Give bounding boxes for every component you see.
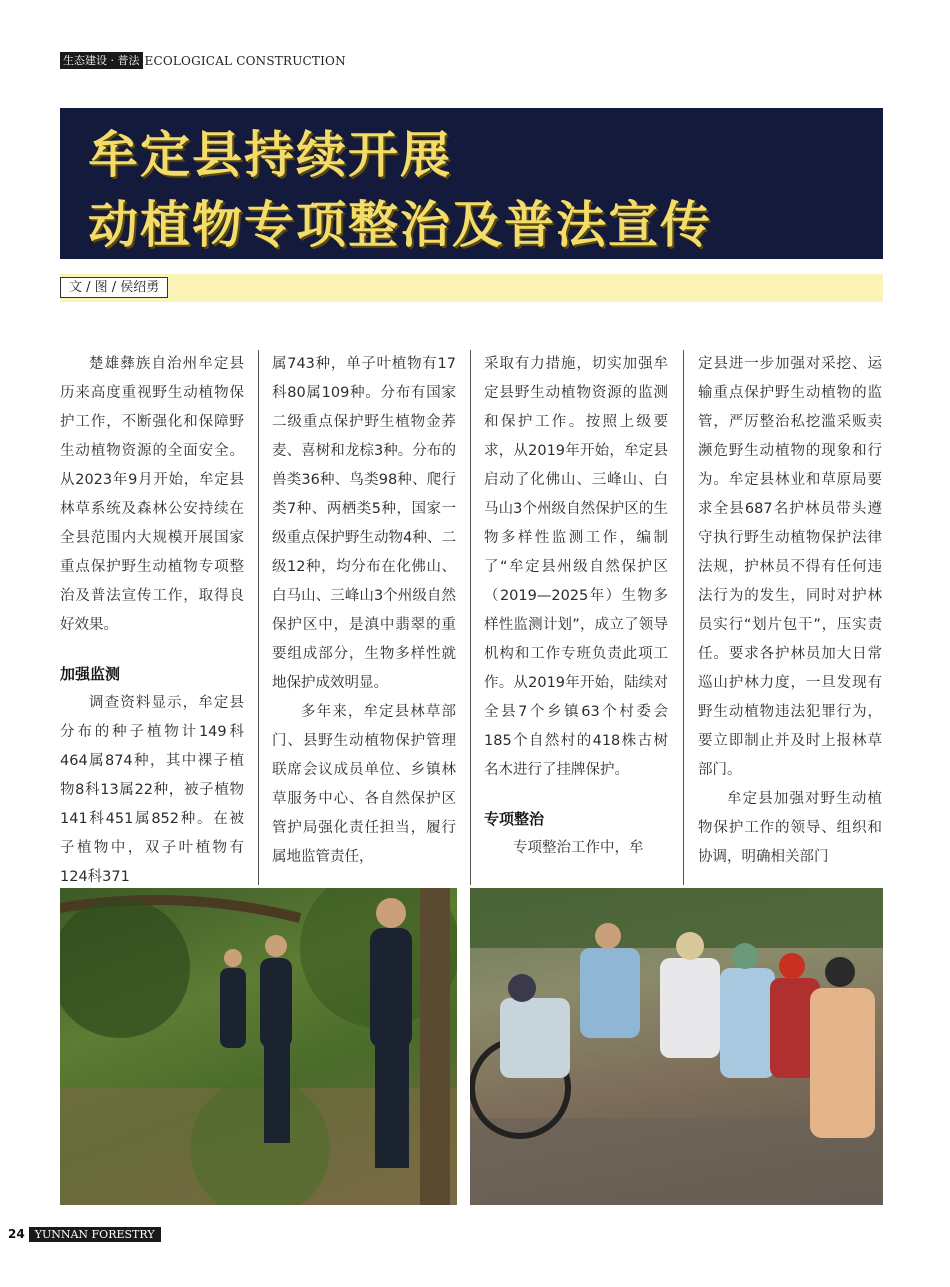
text-column-3 — [484, 350, 668, 863]
column-divider — [683, 350, 684, 885]
section-label-en: ECOLOGICAL CONSTRUCTION — [144, 53, 346, 68]
subheading-rectification: 专项整治 — [484, 810, 545, 828]
magazine-name: YUNNAN FORESTRY — [29, 1227, 161, 1242]
page-footer — [0, 1226, 161, 1242]
paragraph: 采取有力措施，切实加强牟定县野生动植物资源的监测和保护工作。按照上级要求，从2019年开始，牟定县启动了化佛山、三峰山、白马山3个州级自然保护区的生物多样性监测工作，编制了“牟定县州级自然保护区（2019—2025年）生物多样性监测计划”，成立了领导机构和工作专班负责此项工作。从2019年开始，陆续对全县7个乡镇63个村委会185个自然村的418株古树名木进行了挂牌保护。 — [484, 356, 668, 778]
text-column-1 — [60, 350, 244, 892]
page-number: 24 — [8, 1227, 25, 1241]
article-title-line1: 牟定县持续开展 — [88, 125, 452, 184]
subheading-monitoring: 加强监测 — [60, 665, 121, 683]
column-divider — [258, 350, 259, 885]
paragraph: 专项整治工作中，牟 — [513, 840, 644, 856]
paragraph: 多年来，牟定县林草部门、县野生动植物保护管理联席会议成员单位、乡镇林草服务中心、各自然保护区管护局强化责任担当，履行属地监管责任， — [272, 704, 456, 865]
text-column-4 — [698, 350, 882, 872]
photo-law-promotion — [470, 888, 883, 1205]
forest-patrol-illustration — [60, 888, 457, 1205]
section-tag — [60, 52, 346, 69]
title-banner — [60, 108, 883, 259]
paragraph: 楚雄彝族自治州牟定县历来高度重视野生动植物保护工作，不断强化和保障野生动植物资源的全面安全。从2023年9月开始，牟定县林草系统及森林公安持续在全县范围内大规模开展国家重点保护野生动植物专项整治及普法宣传工作，取得良好效果。 — [60, 356, 244, 633]
law-promotion-illustration — [470, 888, 883, 1205]
text-column-2 — [272, 350, 456, 872]
paragraph: 属743种，单子叶植物有17科80属109种。分布有国家二级重点保护野生植物金荞麦、喜树和龙棕3种。分布的兽类36种、鸟类98种、爬行类7种、两栖类5种，国家一级重点保护野生动物4种、二级12种，均分布在化佛山、白马山、三峰山3个州级自然保护区中，是滇中翡翠的重要组成部分，生物多样性就地保护成效明显。 — [272, 356, 456, 691]
byline-bar — [60, 274, 883, 302]
byline: 文 / 图 / 侯绍勇 — [60, 277, 168, 298]
photo-forest-patrol — [60, 888, 457, 1205]
column-divider — [470, 350, 471, 885]
paragraph: 定县进一步加强对采挖、运输重点保护野生动植物的监管，严厉整治私挖滥采贩卖濒危野生动植物的现象和行为。牟定县林业和草原局要求全县687名护林员带头遵守执行野生动植物保护法律法规，护林员不得有任何违法行为的发生，同时对护林员实行“划片包干”，压实责任。要求各护林员加大日常巡山护林力度，一旦发现有野生动植物违法犯罪行为，要立即制止并及时上报林草部门。 — [698, 356, 882, 778]
article-body — [60, 350, 883, 885]
paragraph: 牟定县加强对野生动植物保护工作的领导、组织和协调，明确相关部门 — [698, 791, 882, 865]
section-label-cn: 生态建设 · 普法 — [60, 52, 143, 69]
paragraph: 调查资料显示，牟定县分布的种子植物计149科464属874种，其中裸子植物8科13属22种，被子植物141科451属852种。在被子植物中，双子叶植物有124科371 — [60, 695, 244, 885]
article-title-line2: 动植物专项整治及普法宣传 — [88, 195, 712, 254]
